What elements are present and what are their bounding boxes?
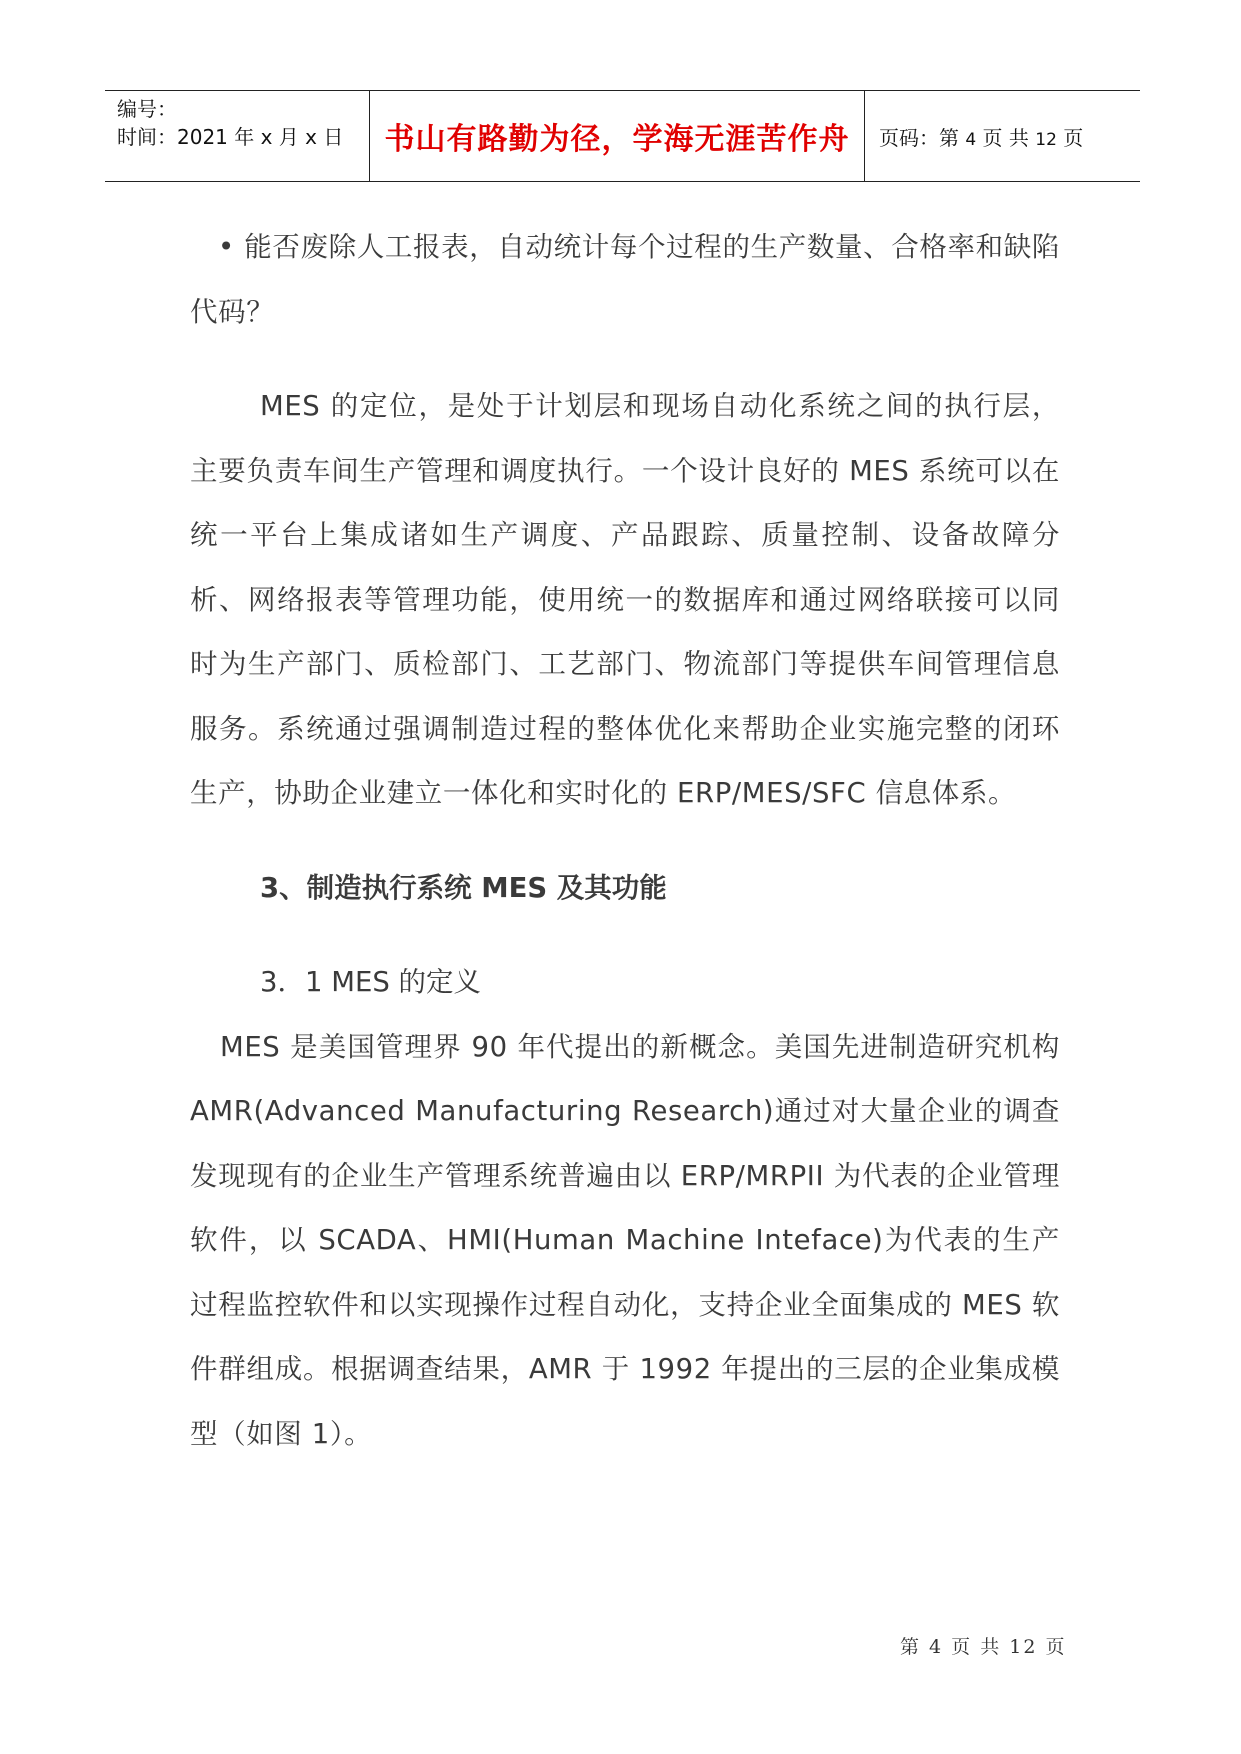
document-time-label: 时间：2021 年 x 月 x 日 (117, 125, 344, 149)
header-motto: 书山有路勤为径，学海无涯苦作舟 (384, 122, 850, 157)
header-meta-cell (105, 91, 370, 181)
page-suffix: 页 (1063, 125, 1084, 150)
page-mid: 页 共 (982, 125, 1029, 150)
page-current: 4 (965, 129, 977, 150)
page-footer: 第 4 页 共 12 页 (900, 1636, 1067, 1658)
header-page-cell (865, 91, 1140, 181)
document-header (105, 90, 1140, 182)
page-total: 12 (1035, 129, 1057, 150)
subsection-heading: 3．1 MES 的定义 (260, 966, 482, 998)
page-prefix: 页码：第 (879, 125, 959, 150)
paragraph-gap (190, 920, 1060, 950)
document-body (190, 215, 1060, 1466)
header-motto-cell (370, 91, 865, 181)
mes-position-paragraph: MES 的定位，是处于计划层和现场自动化系统之间的执行层，主要负责车间生产管理和调度执行。一个设计良好的 MES 系统可以在统一平台上集成诸如生产调度、产品跟踪、质量控制、设备故障分析、网络报表等管理功能，使用统一的数据库和通过网络联接可以同时为生产部门、质检部门、工艺部门、物流部门等提供车间管理信息服务。系统通过强调制造过程的整体优化来帮助企业实施完整的闭环生产，协助企业建立一体化和实时化的 ERP/MES/SFC 信息体系。 (190, 390, 1060, 809)
paragraph-gap (190, 344, 1060, 374)
section-heading: 3、制造执行系统 MES 及其功能 (260, 871, 667, 904)
bullet-paragraph: • 能否废除人工报表，自动统计每个过程的生产数量、合格率和缺陷代码？ (190, 231, 1060, 328)
definition-paragraph: MES 是美国管理界 90 年代提出的新概念。美国先进制造研究机构 AMR(Advanced Manufacturing Research)通过对大量企业的调查发现现有的企业生产管理系统普遍由以 ERP/MRPII 为代表的企业管理软件，以 SCADA、HMI(Human Machine Inteface)为代表的生产过程监控软件和以实现操作过程自动化，支持企业全面集成的 MES 软件群组成。根据调查结果，AMR 于 1992 年提出的三层的企业集成模型（如图 1）。 (190, 1030, 1060, 1450)
document-number-label: 编号： (117, 97, 177, 121)
header-page-number (879, 122, 1083, 151)
paragraph-gap (190, 826, 1060, 856)
